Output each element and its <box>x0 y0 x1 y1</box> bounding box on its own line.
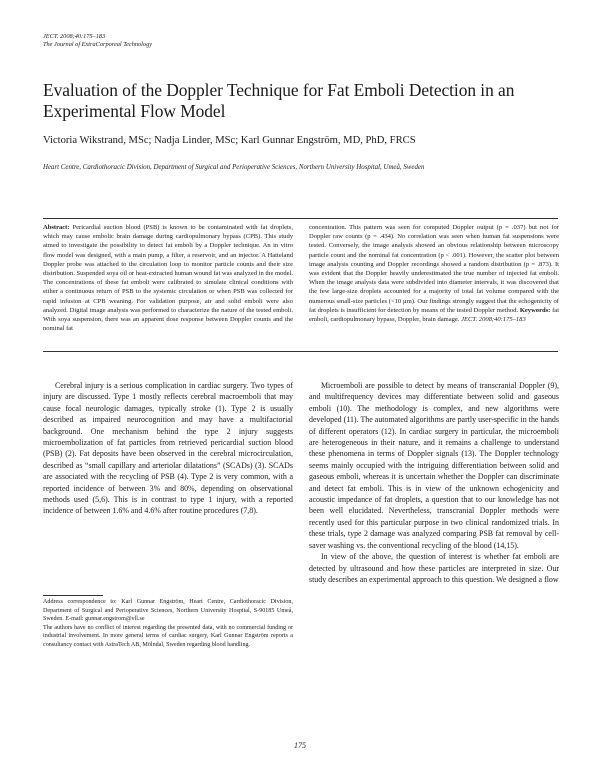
keywords-text: fat emboli, cardiopulmonary bypass, Doppler, brain damage. <box>309 306 560 324</box>
abstract-right-text: concentration. This pattern was seen for computed Doppler output (p = .037) but not for Doppler raw counts (p = .434). No correlation was seen when human fat suspensions were tested. Conversely, the image analysis showed an obvious relationship between microscopy particle count and the nominal fat concentration (p < .001). However, the scatter plot between image analysis counting and Doppler recordings showed a random distribution (p = .873). It was evident that the Doppler heavily underestimated the true number of injected fat emboli. When the image analysis data were subdivided into diameter intervals, it was discovered that the few large-size droplets accounted for a majority of total fat volume compared with the numerous small-size particles (<10 µm). Our findings strongly suggest that the echogenicity of fat droplets is insufficient for detection by means of the tested Doppler method. <box>309 224 559 314</box>
journal-name: The Journal of ExtraCorporeal Technology <box>43 41 153 48</box>
article-title: Evaluation of the Doppler Technique for Fat Emboli Detection in an Experimental Flow Model <box>43 80 515 121</box>
journal-header <box>43 33 343 49</box>
keywords-label: Keywords: <box>519 306 551 314</box>
article-authors: Victoria Wikstrand, MSc; Nadja Linder, MSc; Karl Gunnar Engström, MD, PhD, FRCS <box>43 135 416 146</box>
footnote-rule <box>43 595 103 596</box>
footnote <box>43 598 293 649</box>
abstract-left-column <box>43 223 293 333</box>
article-affiliation: Heart Centre, Cardiothoracic Division, Department of Surgical and Perioperative Sciences, Northern University Hospital, Umeå, Sweden <box>43 164 425 171</box>
footnote-conflict: The authors have no conflict of interest regarding the presented data, with no commercial funding or industrial involvement. In more general terms of cardiac surgery, Karl Gunnar Engström reports a consultancy contact with AstraTech AB, Mölndal, Sweden regarding blood handling. <box>43 624 293 648</box>
body-paragraph: Microemboli are possible to detect by means of transcranial Doppler (9), and multifrequency devices may differentiate between solid and gaseous emboli (10). The methodology is complex, and new algorithms were developed (11). The automated algorithms are partly user-specific in the hands of different operators (12). In cardiac surgery in particular, the microemboli are heterogeneous in their nature, and it remains a challenge to understand these phenomena in terms of Doppler signals (13). The Doppler technology seems mainly occupied with the intriguing differentiation between solid and gaseous emboli, whereas it is uncertain whether the Doppler can discriminate and detect fat emboli. This is in view of the unknown echogenicity and acoustic impedance of fat droplets, a question that to our knowledge has not been well elucidated. Nevertheless, transcranial Doppler methods were recently used for this particular purpose in two clinical randomized trials. In these trials, type 2 damage was analyzed comparing PSB fat removal by cell-saver washing vs. the conventional recycling of the blood (14,15). <box>309 381 559 550</box>
abstract-bottom-rule <box>43 351 558 352</box>
abstract-label: Abstract: <box>43 224 70 231</box>
journal-citation: JECT. 2008;40:175–183 <box>43 33 106 40</box>
abstract-left-text: Pericardial suction blood (PSB) is known to be contaminated with fat droplets, which may cause embolic brain damage during cardiopulmonary bypass (CPB). This study aimed to investigate the possibility to detect fat emboli by a Doppler technique. An in vitro flow model was designed, with a main pump, a filter, a reservoir, and an injector. A Hatteland Doppler probe was attached to the circulation loop to monitor particle counts and their size distribution. Suspended soya oil or heat-extracted human wound fat was analyzed in the model. The concentrations of these fat emboli were calibrated to simulate clinical conditions with either a continuous return of PSB to the systemic circulation or when PSB was collected for rapid infusion at CPB weaning. For validation purpose, air and solid emboli were also analyzed. Digital image analysis was performed to characterize the nature of the tested emboli. With soya suspension, there was an apparent dose response between Doppler counts and the nominal fat <box>43 224 293 333</box>
body-paragraph: Cerebral injury is a serious complication in cardiac surgery. Two types of injury are discussed. Type 1 mostly reflects cerebral macroemboli that may cause focal neurologic damages, typically stroke (1). Type 2 is usually described as impaired neurocognition and may have a multifactorial background. One mechanism behind the type 2 injury suggests microembolization of fat particles from retrieved pericardial suction blood (PSB) (2). Fat deposits have been observed in the cerebral microcirculation, described as “small capillary and arteriolar dilatations” (SCADs) (3). SCADs are associated with the recycling of PSB (4). Type 2 is very common, with a reported incidence of between 3% and 80%, depending on observational methods used (5,6). This is in contrast to type 1 injury, with a reported incidence of between 1.6% and 4.6% after routine procedures (7,8). <box>43 381 293 516</box>
body-right-column <box>309 380 559 585</box>
body-paragraph: In view of the above, the question of interest is whether fat emboli are detected by ultrasound and how these particles are interpreted in size. Our study describes an experimental approach to this question. We designed a flow <box>309 552 559 584</box>
footnote-correspondence: Address correspondence to: Karl Gunnar Engström, Heart Centre, Cardiothoracic Division, Department of Surgical and Perioperative Sciences, Northern University Hospital, S-90185 Umeå, Sweden. E-mail: gunnar.engstrom@vll.se <box>43 599 293 622</box>
page-number: 175 <box>294 741 306 750</box>
abstract-top-rule <box>43 218 558 219</box>
abstract-citation: JECT. 2008;40:175–183 <box>461 316 526 324</box>
body-left-column <box>43 380 293 517</box>
abstract-right-column <box>309 223 559 324</box>
